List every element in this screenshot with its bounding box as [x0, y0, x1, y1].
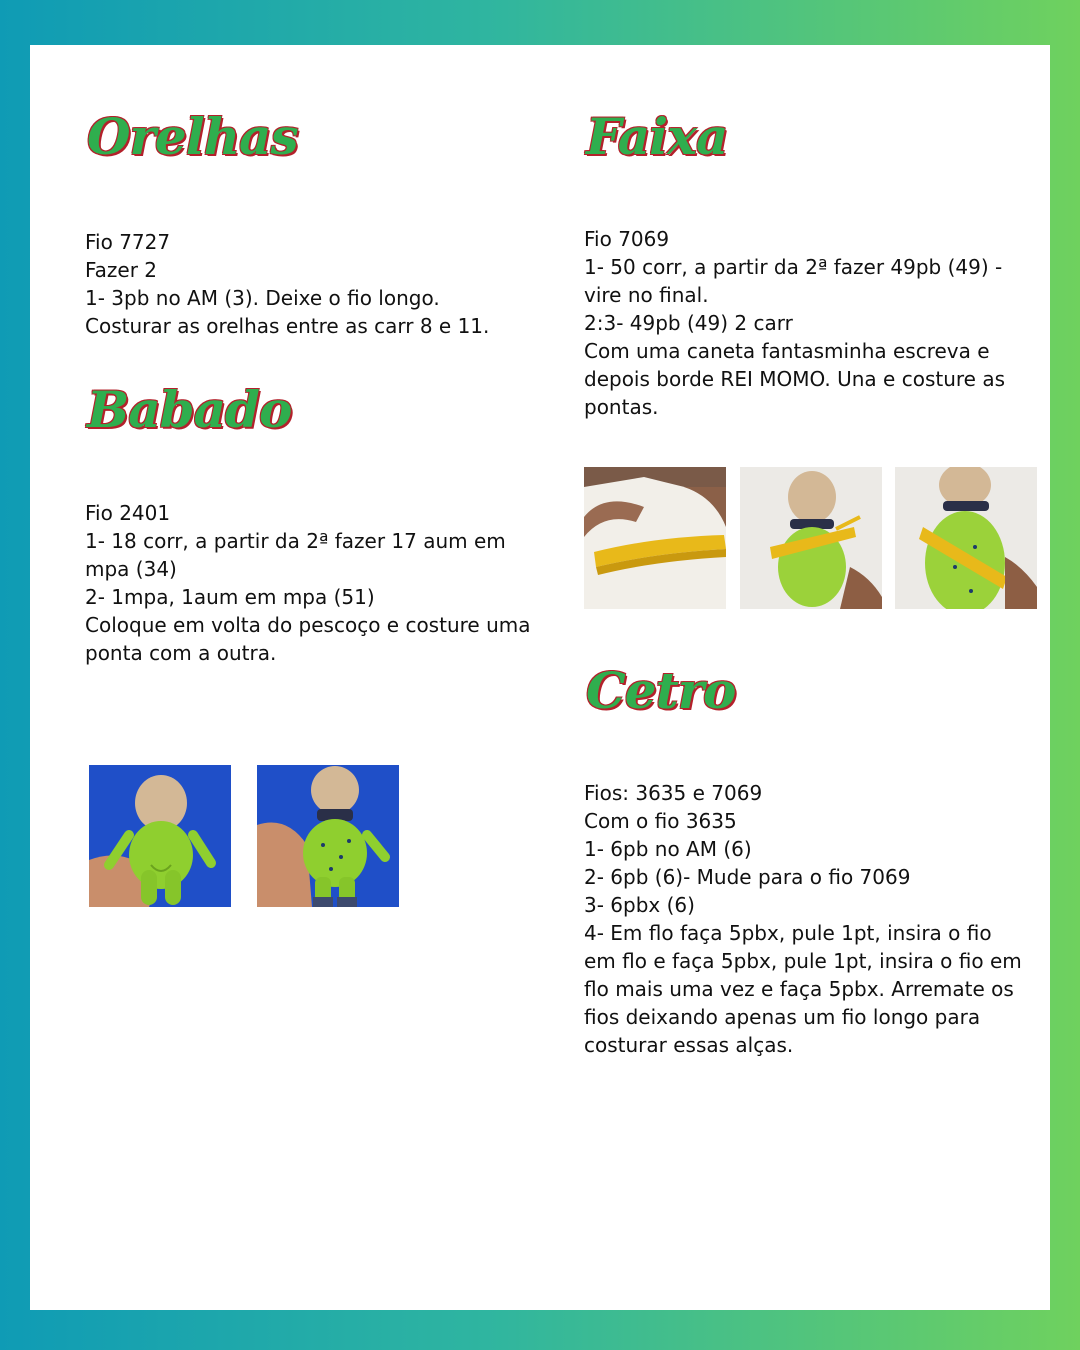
- babado-line: 1- 18 corr, a partir da 2ª fazer 17 aum em mpa (34): [85, 529, 506, 581]
- cetro-heading: Cetro: [586, 661, 736, 720]
- babado-heading: Babado: [87, 380, 292, 439]
- babado-text: [85, 499, 540, 667]
- sash-closeup-photo: [584, 467, 726, 609]
- cetro-line: Com o fio 3635: [584, 809, 737, 833]
- cetro-line: Fios: 3635 e 7069: [584, 781, 763, 805]
- orelhas-line: Costurar as orelhas entre as carr 8 e 11.: [85, 314, 490, 338]
- cetro-line: 1- 6pb no AM (6): [584, 837, 752, 861]
- babado-line: Fio 2401: [85, 501, 171, 525]
- babado-line: 2- 1mpa, 1aum em mpa (51): [85, 585, 375, 609]
- faixa-line: Fio 7069: [584, 227, 670, 251]
- cetro-line: 3- 6pbx (6): [584, 893, 695, 917]
- doll-back-photo: [89, 765, 231, 907]
- orelhas-text: [85, 228, 555, 340]
- cetro-line: 4- Em flo faça 5pbx, pule 1pt, insira o fio em flo e faça 5pbx, pule 1pt, insira o fio em flo mais uma vez e faça 5pbx. Arremate os fios deixando apenas um fio longo para costurar essas alças.: [584, 921, 1022, 1057]
- orelhas-line: 1- 3pb no AM (3). Deixe o fio longo.: [85, 286, 440, 310]
- faixa-line: Com uma caneta fantasminha escreva e depois borde REI MOMO. Una e costure as pontas.: [584, 339, 1005, 419]
- babado-line: Coloque em volta do pescoço e costure uma ponta com a outra.: [85, 613, 531, 665]
- orelhas-line: Fio 7727: [85, 230, 171, 254]
- orelhas-line: Fazer 2: [85, 258, 158, 282]
- faixa-line: 1- 50 corr, a partir da 2ª fazer 49pb (49) - vire no final.: [584, 255, 1003, 307]
- doll-sash-back-photo: [740, 467, 882, 609]
- cetro-text: [584, 779, 1024, 1059]
- orelhas-heading: Orelhas: [87, 107, 298, 166]
- faixa-text: [584, 225, 1024, 421]
- cetro-line: 2- 6pb (6)- Mude para o fio 7069: [584, 865, 911, 889]
- faixa-line: 2:3- 49pb (49) 2 carr: [584, 311, 793, 335]
- doll-front-photo: [257, 765, 399, 907]
- page-card: [30, 45, 1050, 1310]
- faixa-heading: Faixa: [586, 107, 728, 166]
- doll-sash-front-photo: [895, 467, 1037, 609]
